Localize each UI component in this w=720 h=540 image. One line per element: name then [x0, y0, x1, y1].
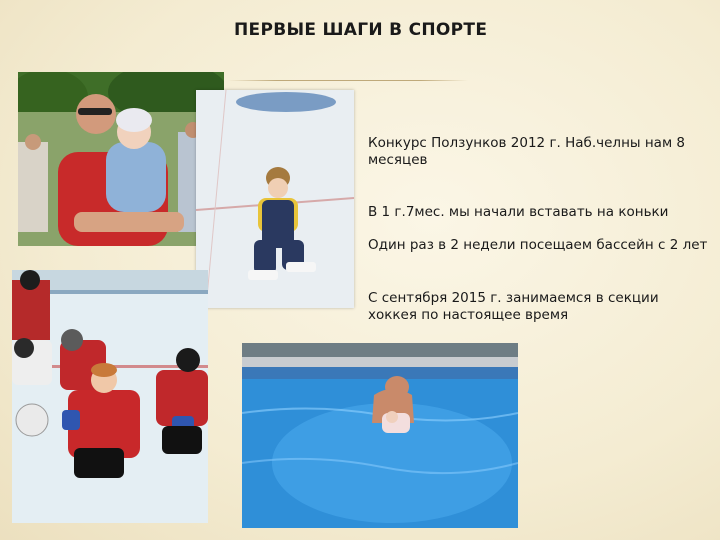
- photo-swimming-pool: [242, 343, 518, 528]
- caption-crawling-contest: Конкурс Ползунков 2012 г. Наб.челны нам 8 месяцев: [368, 135, 686, 168]
- caption-skating-start: В 1 г.7мес. мы начали вставать на коньки: [368, 204, 669, 220]
- caption-hockey-section: С сентября 2015 г. занимаемся в секции хоккея по настоящее время: [368, 290, 659, 323]
- slide-title: ПЕРВЫЕ ШАГИ В СПОРТЕ: [234, 20, 488, 40]
- photo-father-with-baby: [18, 72, 224, 246]
- title-underline: [228, 80, 468, 81]
- photo-baby-on-ice: [196, 90, 354, 308]
- caption-swimming-pool: Один раз в 2 недели посещаем бассейн с 2 лет: [368, 237, 708, 253]
- photo-kids-hockey: [12, 270, 208, 523]
